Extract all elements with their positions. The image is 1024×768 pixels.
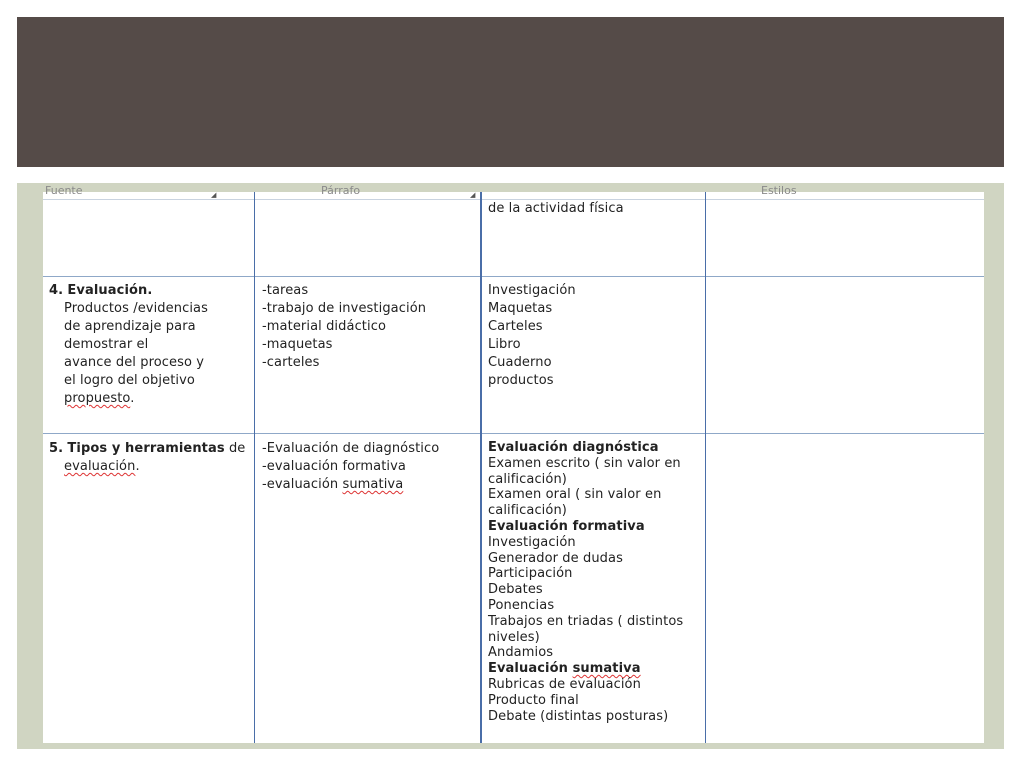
ribbon-label-font: Fuente bbox=[45, 184, 83, 197]
table-cell: -Evaluación de diagnóstico -evaluación formativa -evaluación sumativa bbox=[262, 441, 440, 492]
ribbon-label-paragraph: Párrafo bbox=[321, 184, 361, 197]
spellcheck-word: evaluación bbox=[64, 459, 136, 474]
table-cell: Investigación Maquetas Carteles Libro Cuaderno productos bbox=[488, 283, 576, 388]
ribbon-label-styles: Estilos bbox=[761, 184, 797, 197]
dialog-launcher-icon: ◢ bbox=[211, 191, 217, 199]
table-cell: -tareas -trabajo de investigación -material didáctico -maquetas -carteles bbox=[262, 283, 427, 370]
table-row-divider bbox=[43, 433, 984, 434]
spellcheck-word: sumativa bbox=[342, 477, 404, 492]
row-heading: 4. Evaluación. bbox=[49, 283, 153, 298]
document-page bbox=[43, 184, 984, 743]
table-cell: 5. Tipos y herramientas de evaluación. bbox=[49, 441, 246, 474]
table-column-divider bbox=[705, 192, 706, 743]
table-row-divider bbox=[43, 276, 984, 277]
table-cell: Evaluación diagnóstica Examen escrito ( sin valor en calificación) Examen oral ( sin valor en calificación) Evaluación formativa Investigación Generador de dudas Participación Debates Ponencias Trabajos en triadas ( distintos niveles) Andamios Evaluación sumativa Rubricas de evaluación Producto final Debate (distintas posturas) bbox=[488, 440, 684, 724]
slide-title-bar bbox=[17, 17, 1004, 167]
spellcheck-word: sumativa bbox=[572, 661, 641, 677]
spellcheck-word: propuesto bbox=[64, 391, 131, 406]
dialog-launcher-icon: ◢ bbox=[470, 191, 476, 199]
table-cell: 4. Evaluación. Productos /evidencias de aprendizaje para demostrar el avance del proceso y el logro del objetivo propuesto. bbox=[49, 283, 208, 406]
row-heading: 5. Tipos y herramientas de bbox=[49, 441, 246, 456]
ribbon-group-labels bbox=[43, 184, 984, 199]
table-cell: de la actividad física bbox=[488, 201, 624, 216]
table-column-divider bbox=[254, 192, 255, 743]
table-column-divider bbox=[481, 192, 482, 743]
